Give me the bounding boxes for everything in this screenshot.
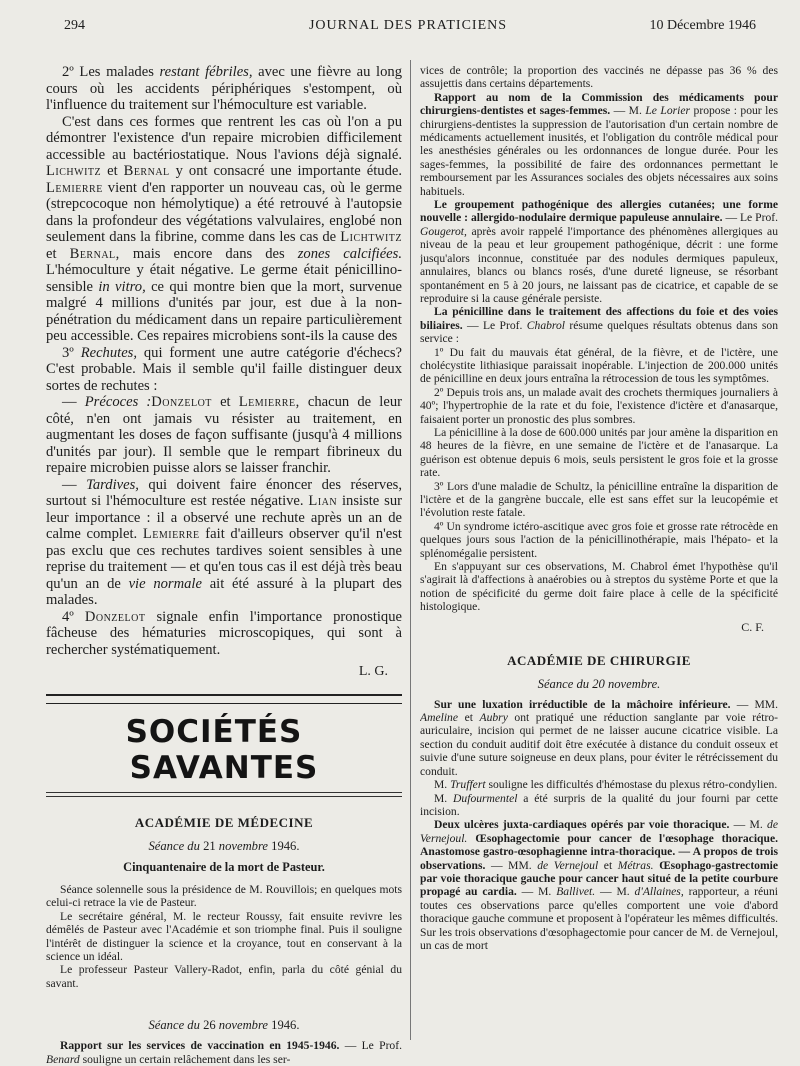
case-1-paragraph: 1º Du fait du mauvais état général, de la fièvre, et de l'ictère, une cholécystite lithiasique paraissait inopérable. L'injection de 200.000 unités de pénicilline en deux jours entraîna la rétrocession de tous les symptômes.	[420, 345, 778, 386]
paragraph-precoces: — Précoces :Donzelot et Lemierre, chacun de leur côté, n'en ont jamais vu résister au traitement, en augmentant les doses de façon suffisante (jusqu'à 4 millions d'unités par jour). Il semble que le rempart fibrineux du repaire microbien puisse alors se laisser franchir.	[46, 394, 402, 476]
paragraph-febrile: 2º Les malades restant fébriles, avec une fièvre au long cours où les accidents périphériques s'estompent, où l'influence du traitement sur l'hémoculture est variable.	[46, 64, 402, 113]
seance-21-novembre: Séance du 21 novembre 1946.	[148, 839, 300, 853]
allergies-paragraph: Le groupement pathogénique des allergies cutanées; une forme nouvelle : allergido-nodulaire dermique papuleuse annulaire. — Le Prof. Gougerot, après avoir rappelé l'importance des phénomènes allergiques au niveau de la peau et leur groupement pathogénique, décrit : une forme jusqu'alors inconnue, constituée par des nodules dermiques papuleux, annulaires, blancs ou blancs rosés, d'une dureté ligneuse, se résorbant spontanément en 5 à 20 jours, ne laissant pas de cicatrice, et capable de se reproduire si la cause générale persiste.	[420, 198, 778, 305]
page-number: 294	[64, 18, 85, 33]
author-signature: L. G.	[358, 664, 388, 679]
paragraph-rechutes: 3º Rechutes, qui forment une autre catégorie d'échecs? C'est probable. Mais il semble qu'il faille distinguer deux sortes de rechutes :	[46, 344, 402, 394]
seance-20-novembre: Séance du 20 novembre.	[537, 676, 661, 691]
case-2-result-paragraph: La pénicilline à la dose de 600.000 unités par jour amène la disparition en 48 heures de la fièvre, en une semaine de l'ictère et de l'anasarque. La guérison est obtenue depuis 6 mois, seuls persistent le gros foie et la grosse rate.	[420, 425, 778, 480]
pasteur-paragraph-1: Séance solennelle sous la présidence de M. Rouvillois; en quelques mots celui-ci retrace la vie de Pasteur.	[46, 883, 402, 910]
section-rule-bottom	[46, 792, 402, 797]
case-3-paragraph: 3º Lors d'une maladie de Schultz, la pénicilline entraîne la disparition de l'ictère et de la gangrène buccale, elle est sans effet sur la leucopémie et l'évolution reste fatale.	[420, 479, 778, 520]
paragraph-repaire: C'est dans ces formes que rentrent les cas où l'on a pu démontrer l'existence d'un repaire microbien difficilement accessible au bactériostatique. Nous l'avions déjà signalé. Lichwitz et Bernal y ont consacré une importante étude. Lemierre vient d'en rapporter un nouveau cas, où le germe (strepcocoque non hémolytique) a été retrouvé à l'autopsie dans la profondeur des végétations valvulaires, englobé non seulement dans la fibrine, comme dans les cas de Lichtwitz et Bernal, mais encore dans des zones calcifiées. L'hémoculture y était négative. Le germe était pénicillino-sensible in vitro, ce qui montre bien que la mort, survenue malgré 4 millions d'unités par jour, est due à la non-pénétration du médicament dans un repaire particulièrement peu accessible. Ces repaires microbiens sont-ils la cause des	[46, 113, 402, 344]
section-rule-top	[46, 694, 402, 704]
luxation-paragraph: Sur une luxation irréductible de la mâchoire inférieure. — MM. Ameline et Aubry ont pratiqué une réduction sanglante par voie rétro-auriculaire, incision qui permet de ne laisser aucune cicatrice visible. La section du conduit auditif doit être exécutée à distance du conduit osseux et suivie d'une suture soigneuse en deux plans, pour éviter le rétrécissement du conduit.	[420, 697, 778, 778]
vaccination-paragraph: Rapport sur les services de vaccination en 1945-1946. — Le Prof. Benard souligne un certain relâchement dans les ser-	[46, 1039, 402, 1066]
author-signature-cf: C. F.	[741, 619, 764, 634]
truffert-paragraph: M. Truffert souligne les difficultés d'hémostase du plexus rétro-condylien.	[434, 778, 778, 792]
paragraph-hematuries: 4º Donzelot signale enfin l'importance pronostique fâcheuse des hématuries microscopiques, qui sont à rechercher systématiquement.	[46, 608, 402, 658]
ulceres-paragraph: Deux ulcères juxta-cardiaques opérés par voie thoracique. — M. de Vernejoul. Œsophagectomie pour cancer de l'œsophage thoracique. Anastomose gastro-œsophagienne intra-thoracique. — A propos de trois observations. — MM. de Vernejoul et Métras. Œsophago-gastrectomie par voie thoracique gauche pour cancer haut situé de la petite courbure propagé au cardia. — M. Ballivet. — M. d'Allaines, rapporteur, a réuni toutes ces observations parce qu'elles comportent une voie d'abord thoracique gauche commune et proposent à l'opérateur les mêmes difficultés. Sur les trois observations d'œsophagectomie pour cancer de M. de Vernejoul, un cas de mort	[420, 818, 778, 952]
seance-26-novembre: Séance du 26 novembre 1946.	[148, 1018, 300, 1033]
medicaments-paragraph: Rapport au nom de la Commission des médicaments pour chirurgiens-dentistes et sages-femmes. — M. Le Lorier propose : pour les chirurgiens-dentistes la suppression de l'autorisation d'un certain nombre de médicaments actuellement inusités, et l'obligation du contrôle médical pour les anesthésies générales ou les ordonnances de longue durée. Pour les sages-femmes, la possibilité de faire des ordonnances permettant le remboursement par les Assurances sociales des objets nécessaires aux soins habituels.	[420, 90, 778, 198]
pasteur-paragraph-3: Le professeur Pasteur Vallery-Radot, enfin, parla du côté génial du savant.	[46, 963, 402, 990]
spacer	[46, 990, 402, 1012]
hypothesis-paragraph: En s'appuyant sur ces observations, M. Chabrol émet l'hypothèse qu'il s'agirait là d'affections à anaérobies ou à streptos du système Porte et que la notion de spécificité du germe doit faire place à celle de la spécificité histologique.	[420, 560, 778, 614]
academy-chirurgie-title: ACADÉMIE DE CHIRURGIE	[507, 652, 691, 668]
vaccination-continued: vices de contrôle; la proportion des vaccinés ne dépasse pas 36 % des assujettis dans certains départements.	[420, 64, 778, 91]
pasteur-heading: Cinquantenaire de la mort de Pasteur.	[123, 860, 325, 874]
issue-date: 10 Décembre 1946	[649, 18, 756, 33]
case-4-paragraph: 4º Un syndrome ictéro-ascitique avec gros foie et grosse rate rétrocède en quelques jours sous l'action de la pénicillinothérapie, mais l'hépato- et la splénomégalie persistent.	[420, 519, 778, 560]
dufourmentel-paragraph: M. Dufourmentel a été surpris de la qualité du jour fourni par cette incision.	[420, 791, 778, 818]
left-column	[46, 64, 402, 1066]
journal-title: JOURNAL DES PRATICIENS	[308, 18, 508, 33]
penicilline-paragraph: La pénicilline dans le traitement des affections du foie et des voies biliaires. — Le Prof. Chabrol résume quelques résultats obtenus dans son service :	[420, 305, 778, 346]
page-header	[56, 14, 760, 38]
right-column	[420, 64, 778, 952]
section-banner: SOCIÉTÉSSAVANTES	[125, 714, 319, 786]
pasteur-paragraph-2: Le secrétaire général, M. le recteur Roussy, fait ensuite revivre les démêlés de Pasteur avec l'Académie et son triomphe final. Puis il souligne l'intérêt de distinguer la science et la croyance, tout en conservant à la science un idéal.	[46, 909, 402, 964]
academy-medecine-title: ACADÉMIE DE MÉDECINE	[134, 815, 314, 830]
column-divider	[410, 60, 411, 1040]
paragraph-tardives: — Tardives, qui doivent faire énoncer des réserves, surtout si l'hémoculture est restée négative. Lian insiste sur leur importance : il a observé une rechute après un an de calme complet. Lemierre fait d'ailleurs observer qu'il n'est pas exclu que ces rechutes tardives soient sensibles à une reprise du traitement — et qu'en tous cas il est déjà très beau qu'un an de vie normale ait été assuré à la plupart des malades.	[46, 476, 402, 608]
case-2-paragraph: 2º Depuis trois ans, un malade avait des crochets thermiques journaliers à 40º; l'hypertrophie de la rate et du foie, l'existence d'ictère et d'anasarque, faisaient porter un pronostic des plus sombres.	[420, 385, 778, 426]
